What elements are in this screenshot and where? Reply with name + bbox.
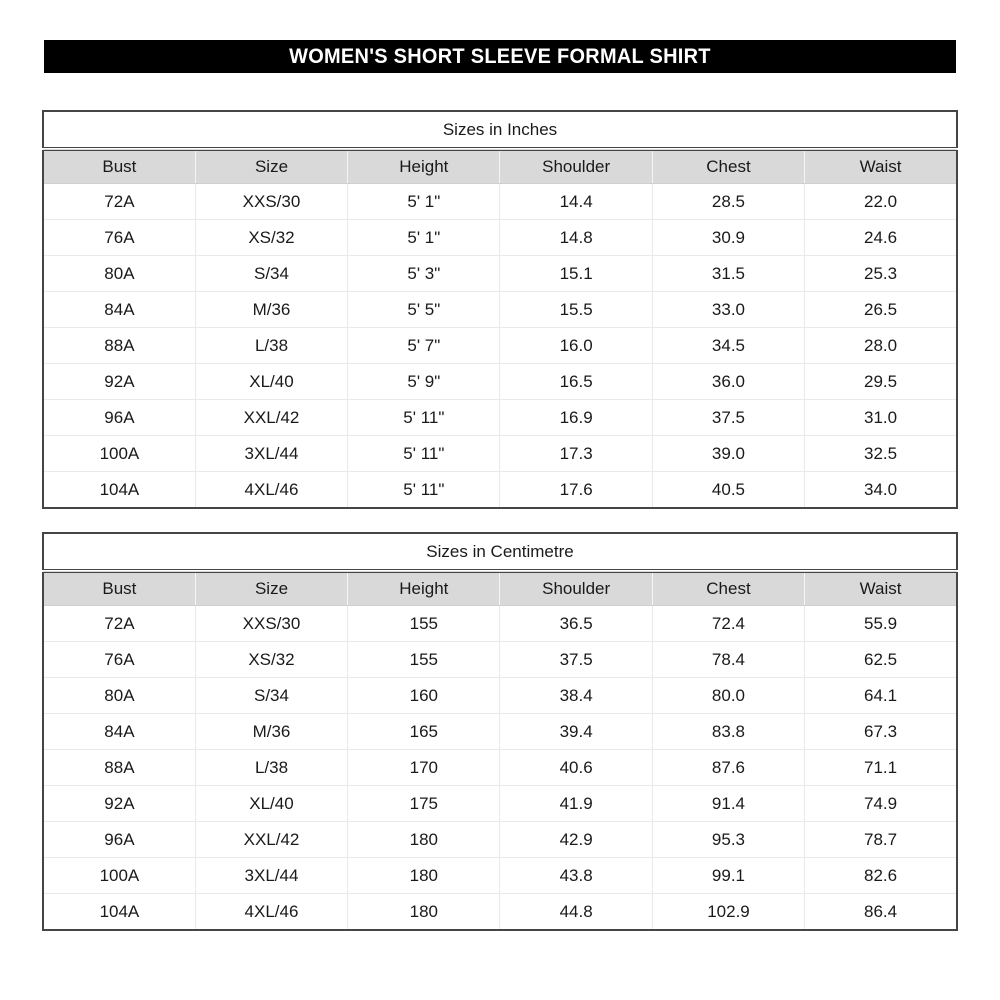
table-cell: 26.5 — [805, 292, 957, 328]
table-cell: S/34 — [195, 256, 347, 292]
table-cell: 102.9 — [652, 894, 804, 931]
table-cell: 39.4 — [500, 714, 652, 750]
table-cell: 64.1 — [805, 678, 957, 714]
table-cell: 5' 1" — [348, 220, 500, 256]
table-cell: 37.5 — [652, 400, 804, 436]
table-cell: 95.3 — [652, 822, 804, 858]
table-cell: 22.0 — [805, 184, 957, 220]
table-row — [43, 220, 957, 256]
table-row — [43, 364, 957, 400]
table-cell: 5' 11" — [348, 400, 500, 436]
table-cell: 92A — [43, 364, 195, 400]
table-cell: 40.5 — [652, 472, 804, 509]
table-cell: 165 — [348, 714, 500, 750]
table-cell: L/38 — [195, 328, 347, 364]
table-cell: 96A — [43, 400, 195, 436]
table-cell: 4XL/46 — [195, 472, 347, 509]
table-cell: 15.5 — [500, 292, 652, 328]
column-header-waist: Waist — [805, 149, 957, 184]
table-cell: 88A — [43, 328, 195, 364]
table-cell: 84A — [43, 292, 195, 328]
table-title: Sizes in Inches — [43, 111, 957, 149]
table-title-row — [43, 111, 957, 149]
column-header-bust: Bust — [43, 149, 195, 184]
table-cell: 43.8 — [500, 858, 652, 894]
table-cell: L/38 — [195, 750, 347, 786]
table-cell: 72A — [43, 184, 195, 220]
table-cell: 38.4 — [500, 678, 652, 714]
table-cell: 32.5 — [805, 436, 957, 472]
table-cell: 5' 5" — [348, 292, 500, 328]
table-cell: 76A — [43, 642, 195, 678]
table-cell: 14.8 — [500, 220, 652, 256]
table-row — [43, 642, 957, 678]
table-cell: 96A — [43, 822, 195, 858]
table-cell: 55.9 — [805, 606, 957, 642]
table-cell: XL/40 — [195, 786, 347, 822]
table-cell: 16.9 — [500, 400, 652, 436]
table-cell: XXS/30 — [195, 606, 347, 642]
table-row — [43, 436, 957, 472]
table-row — [43, 750, 957, 786]
table-row — [43, 678, 957, 714]
column-header-chest: Chest — [652, 571, 804, 606]
column-header-shoulder: Shoulder — [500, 571, 652, 606]
table-body — [43, 184, 957, 509]
column-header-row — [43, 571, 957, 606]
table-cell: 37.5 — [500, 642, 652, 678]
table-cell: 44.8 — [500, 894, 652, 931]
table-cell: 16.0 — [500, 328, 652, 364]
table-cell: 28.5 — [652, 184, 804, 220]
table-row — [43, 400, 957, 436]
table-cell: 4XL/46 — [195, 894, 347, 931]
column-header-waist: Waist — [805, 571, 957, 606]
table-cell: 34.0 — [805, 472, 957, 509]
table-cell: 29.5 — [805, 364, 957, 400]
table-cell: 14.4 — [500, 184, 652, 220]
table-cell: 72.4 — [652, 606, 804, 642]
column-header-height: Height — [348, 149, 500, 184]
table-cell: XS/32 — [195, 220, 347, 256]
table-cell: 17.3 — [500, 436, 652, 472]
table-cell: 41.9 — [500, 786, 652, 822]
table-title: Sizes in Centimetre — [43, 533, 957, 571]
table-row — [43, 894, 957, 931]
table-cell: 31.5 — [652, 256, 804, 292]
table-cell: 155 — [348, 606, 500, 642]
table-cell: 31.0 — [805, 400, 957, 436]
table-cell: 80A — [43, 678, 195, 714]
table-title-row — [43, 533, 957, 571]
table-cell: M/36 — [195, 714, 347, 750]
table-cell: 39.0 — [652, 436, 804, 472]
table-cell: 67.3 — [805, 714, 957, 750]
table-cell: S/34 — [195, 678, 347, 714]
column-header-size: Size — [195, 149, 347, 184]
page-title: WOMEN'S SHORT SLEEVE FORMAL SHIRT — [289, 44, 711, 68]
table-cell: 71.1 — [805, 750, 957, 786]
table-cell: 84A — [43, 714, 195, 750]
table-cell: 5' 9" — [348, 364, 500, 400]
table-cell: 100A — [43, 436, 195, 472]
table-cell: 72A — [43, 606, 195, 642]
table-cell: 24.6 — [805, 220, 957, 256]
table-cell: 78.4 — [652, 642, 804, 678]
table-cell: 104A — [43, 472, 195, 509]
table-cell: 175 — [348, 786, 500, 822]
column-header-row — [43, 149, 957, 184]
table-cell: 5' 3" — [348, 256, 500, 292]
table-cell: 99.1 — [652, 858, 804, 894]
table-cell: 33.0 — [652, 292, 804, 328]
column-header-size: Size — [195, 571, 347, 606]
table-cell: 15.1 — [500, 256, 652, 292]
sizes-in-centimetre-table — [42, 532, 958, 931]
table-cell: 62.5 — [805, 642, 957, 678]
table-cell: 91.4 — [652, 786, 804, 822]
table-cell: 80.0 — [652, 678, 804, 714]
table-cell: 28.0 — [805, 328, 957, 364]
table-cell: 180 — [348, 822, 500, 858]
table-row — [43, 256, 957, 292]
table-cell: 36.5 — [500, 606, 652, 642]
table-cell: XXS/30 — [195, 184, 347, 220]
table-row — [43, 858, 957, 894]
table-row — [43, 472, 957, 509]
column-header-height: Height — [348, 571, 500, 606]
table-cell: 42.9 — [500, 822, 652, 858]
column-header-bust: Bust — [43, 571, 195, 606]
table-cell: XXL/42 — [195, 400, 347, 436]
table-cell: 3XL/44 — [195, 858, 347, 894]
table-cell: 34.5 — [652, 328, 804, 364]
table-cell: 104A — [43, 894, 195, 931]
table-cell: XS/32 — [195, 642, 347, 678]
table-row — [43, 328, 957, 364]
table-row — [43, 786, 957, 822]
table-cell: M/36 — [195, 292, 347, 328]
table-row — [43, 714, 957, 750]
column-header-chest: Chest — [652, 149, 804, 184]
table-cell: 87.6 — [652, 750, 804, 786]
table-cell: 5' 7" — [348, 328, 500, 364]
sizes-in-inches-table — [42, 110, 958, 509]
table-cell: 80A — [43, 256, 195, 292]
table-cell: 86.4 — [805, 894, 957, 931]
table-cell: 76A — [43, 220, 195, 256]
table-cell: 88A — [43, 750, 195, 786]
title-banner — [44, 40, 956, 73]
table-cell: 78.7 — [805, 822, 957, 858]
table-cell: XXL/42 — [195, 822, 347, 858]
table-cell: 82.6 — [805, 858, 957, 894]
table-cell: 5' 11" — [348, 472, 500, 509]
table-cell: XL/40 — [195, 364, 347, 400]
table-cell: 5' 1" — [348, 184, 500, 220]
table-cell: 16.5 — [500, 364, 652, 400]
table-cell: 170 — [348, 750, 500, 786]
column-header-shoulder: Shoulder — [500, 149, 652, 184]
table-cell: 3XL/44 — [195, 436, 347, 472]
table-cell: 30.9 — [652, 220, 804, 256]
table-cell: 92A — [43, 786, 195, 822]
table-cell: 25.3 — [805, 256, 957, 292]
table-row — [43, 292, 957, 328]
table-cell: 17.6 — [500, 472, 652, 509]
table-cell: 180 — [348, 894, 500, 931]
table-row — [43, 184, 957, 220]
table-cell: 5' 11" — [348, 436, 500, 472]
table-cell: 83.8 — [652, 714, 804, 750]
table-cell: 74.9 — [805, 786, 957, 822]
table-cell: 36.0 — [652, 364, 804, 400]
table-cell: 180 — [348, 858, 500, 894]
table-cell: 155 — [348, 642, 500, 678]
table-cell: 100A — [43, 858, 195, 894]
table-row — [43, 606, 957, 642]
table-row — [43, 822, 957, 858]
table-body — [43, 606, 957, 931]
table-cell: 160 — [348, 678, 500, 714]
table-cell: 40.6 — [500, 750, 652, 786]
